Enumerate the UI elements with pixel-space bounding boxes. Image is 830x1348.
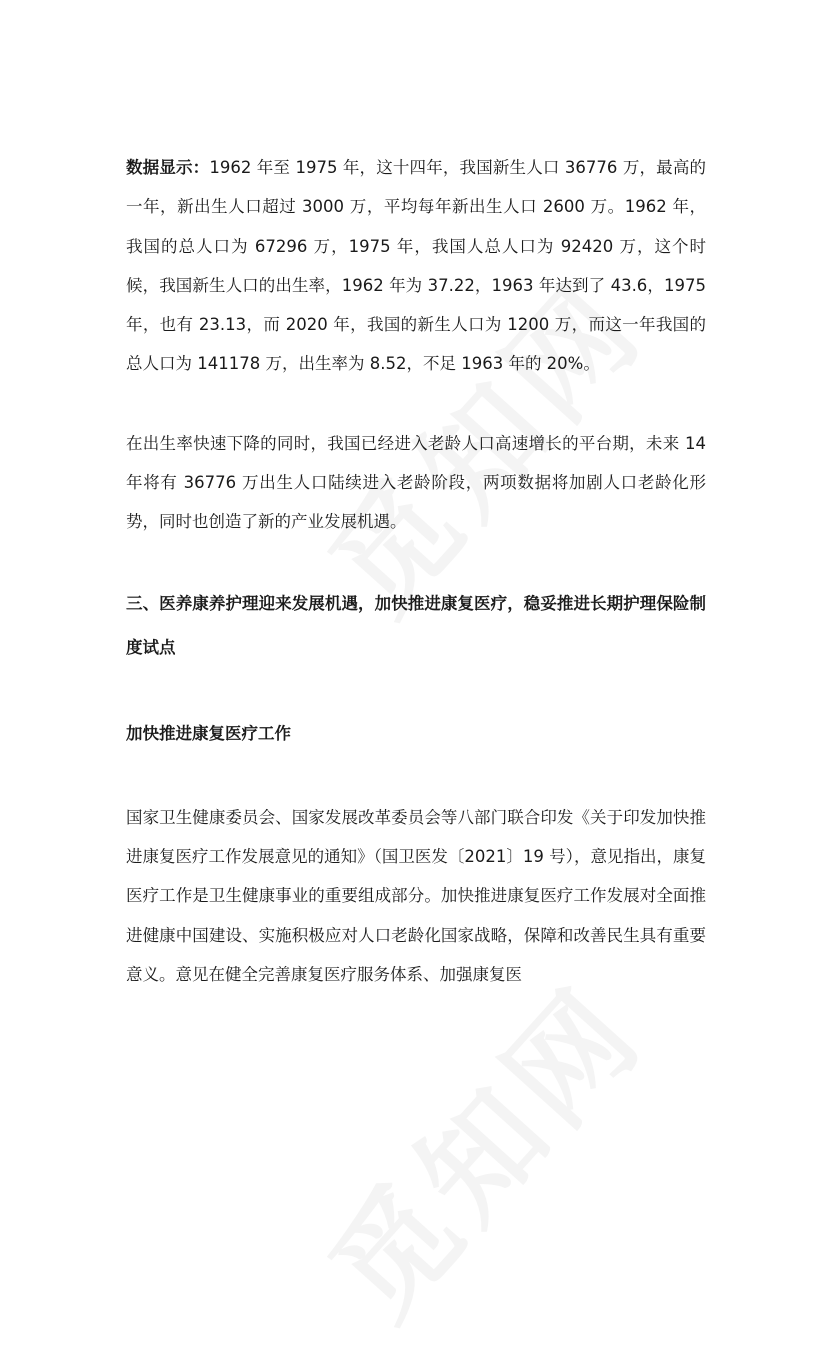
section-heading: 三、医养康养护理迎来发展机遇，加快推进康复医疗，稳妥推进长期护理保险制度试点 — [126, 593, 706, 657]
paragraph-body: 1962 年至 1975 年，这十四年，我国新生人口 36776 万，最高的一年，新出生人口超过 3000 万，平均每年新出生人口 2600 万。1962 年，我国的总人口为 67296 万，1975 年，我国人总人口为 92420 万，这个时候，我国新生人口的出生率，1962 年为 37.22，1963 年达到了 43.6，1975 年，也有 23.13，而 2020 年，我国的新生人口为 1200 万，而这一年我国的总人口为 141178 万，出生率为 8.52，不足 1963 年的 20%。 — [126, 158, 706, 374]
sub-heading: 加快推进康复医疗工作 — [126, 723, 291, 743]
paragraph-rehab-policy: 国家卫生健康委员会、国家发展改革委员会等八部门联合印发《关于印发加快推进康复医疗工作发展意见的通知》（国卫医发〔2021〕19 号），意见指出，康复医疗工作是卫生健康事业的重要组成部分。加快推进康复医疗工作发展对全面推进健康中国建设、实施积极应对人口老龄化国家战略，保障和改善民生具有重要意义。意见在健全完善康复医疗服务体系、加强康复医 — [126, 807, 706, 984]
document-page — [126, 148, 706, 994]
paragraph-aging-trend: 在出生率快速下降的同时，我国已经进入老龄人口高速增长的平台期，未来 14 年将有 36776 万出生人口陆续进入老龄阶段，两项数据将加剧人口老龄化形势，同时也创造了新的产业发展机遇。 — [126, 433, 706, 532]
paragraph-population-data — [126, 148, 706, 384]
paragraph-lead-label: 数据显示： — [126, 158, 210, 177]
watermark — [286, 944, 675, 1348]
